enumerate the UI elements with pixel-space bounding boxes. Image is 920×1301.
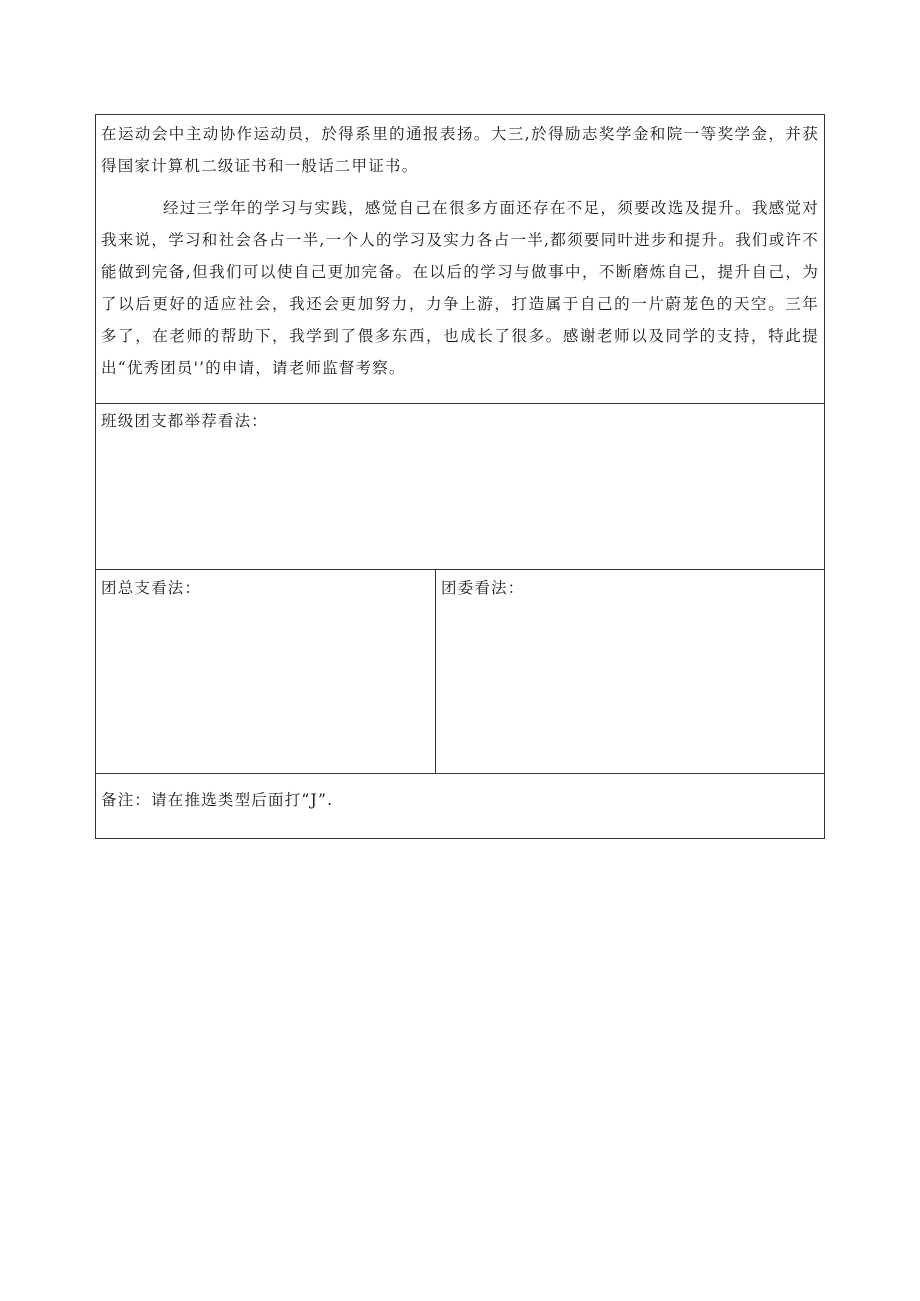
statement-paragraph-1: 在运动会中主动协作运动员，於得系里的通报表扬。大三,於得励志奖学金和院一等奖学金，并获得国家计算机二级证书和一般话二甲证书。 xyxy=(101,125,820,175)
class-branch-opinion-cell xyxy=(96,404,825,570)
branch-committee-row xyxy=(96,570,825,774)
statement-cell xyxy=(96,115,825,404)
remark-text: 备注：请在推选类型后面打“J”. xyxy=(101,791,334,809)
committee-opinion-cell xyxy=(436,570,825,774)
statement-paragraph-2: 经过三学年的学习与实践，感觉自己在很多方面还存在不足，须要改选及提升。我感觉对我来说，学习和社会各占一半,一个人的学习及实力各占一半,都须要同叶进步和提升。我们或许不能做到完备,但我们可以使自己更加完备。在以后的学习与做事中，不断磨炼自己，提升自己，为了以后更好的适应社会，我还会更加努力，力争上游，打造属于自己的一片蔚茏色的天空。三年多了，在老师的帮助下，我学到了偎多东西，也成长了很多。感谢老师以及同学的支持，特此提出“优秀团员'’的申请，请老师监督考察。 xyxy=(101,199,820,377)
committee-opinion-label: 团委看法： xyxy=(441,579,525,597)
general-branch-opinion-cell xyxy=(96,570,436,774)
remark-cell xyxy=(96,774,825,839)
statement-row xyxy=(96,115,825,404)
class-branch-row xyxy=(96,404,825,570)
general-branch-opinion-label: 团总支看法： xyxy=(101,579,202,597)
class-branch-opinion-label: 班级团支都举荐看法： xyxy=(101,412,269,430)
remark-row xyxy=(96,774,825,839)
recommendation-form-table xyxy=(95,114,825,839)
